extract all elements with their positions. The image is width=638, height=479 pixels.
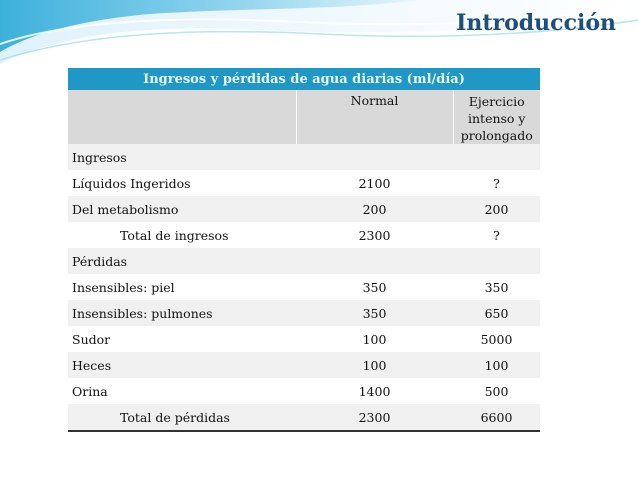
normal-value: 2100 — [296, 170, 453, 196]
table-row — [68, 248, 540, 274]
table-row — [68, 404, 540, 431]
exercise-value: ? — [453, 170, 540, 196]
row-label: Insensibles: pulmones — [68, 300, 296, 326]
section-label: Pérdidas — [68, 248, 296, 274]
exercise-value: 100 — [453, 352, 540, 378]
normal-value — [296, 144, 453, 170]
row-label: Insensibles: piel — [68, 274, 296, 300]
row-label: Sudor — [68, 326, 296, 352]
normal-value: 350 — [296, 300, 453, 326]
row-label: Total de ingresos — [68, 222, 296, 248]
table-header-row — [68, 90, 540, 144]
exercise-value: 650 — [453, 300, 540, 326]
header-cell-normal: Normal — [296, 90, 453, 144]
header-cell-exercise: Ejercicio intenso y prolongado — [453, 90, 540, 144]
water-balance-table — [68, 68, 540, 432]
exercise-value: 500 — [453, 378, 540, 404]
exercise-value: 5000 — [453, 326, 540, 352]
row-label: Líquidos Ingeridos — [68, 170, 296, 196]
normal-value: 1400 — [296, 378, 453, 404]
row-label: Del metabolismo — [68, 196, 296, 222]
normal-value: 200 — [296, 196, 453, 222]
table-row — [68, 352, 540, 378]
exercise-value — [453, 144, 540, 170]
table-row — [68, 222, 540, 248]
normal-value — [296, 248, 453, 274]
table-row — [68, 326, 540, 352]
section-label: Ingresos — [68, 144, 296, 170]
normal-value: 2300 — [296, 222, 453, 248]
table-row — [68, 170, 540, 196]
row-label: Total de pérdidas — [68, 404, 296, 431]
table-row — [68, 196, 540, 222]
table-row — [68, 300, 540, 326]
table-caption: Ingresos y pérdidas de agua diarias (ml/día) — [68, 68, 540, 90]
normal-value: 350 — [296, 274, 453, 300]
slide-title: Introducción — [456, 10, 616, 36]
row-label: Heces — [68, 352, 296, 378]
exercise-value: 350 — [453, 274, 540, 300]
exercise-value: 6600 — [453, 404, 540, 431]
normal-value: 2300 — [296, 404, 453, 431]
table-row — [68, 274, 540, 300]
exercise-value — [453, 248, 540, 274]
table-caption-row — [68, 68, 540, 90]
exercise-value: ? — [453, 222, 540, 248]
normal-value: 100 — [296, 326, 453, 352]
row-label: Orina — [68, 378, 296, 404]
table-row — [68, 144, 540, 170]
header-cell-empty — [68, 90, 296, 144]
exercise-value: 200 — [453, 196, 540, 222]
table-row — [68, 378, 540, 404]
normal-value: 100 — [296, 352, 453, 378]
